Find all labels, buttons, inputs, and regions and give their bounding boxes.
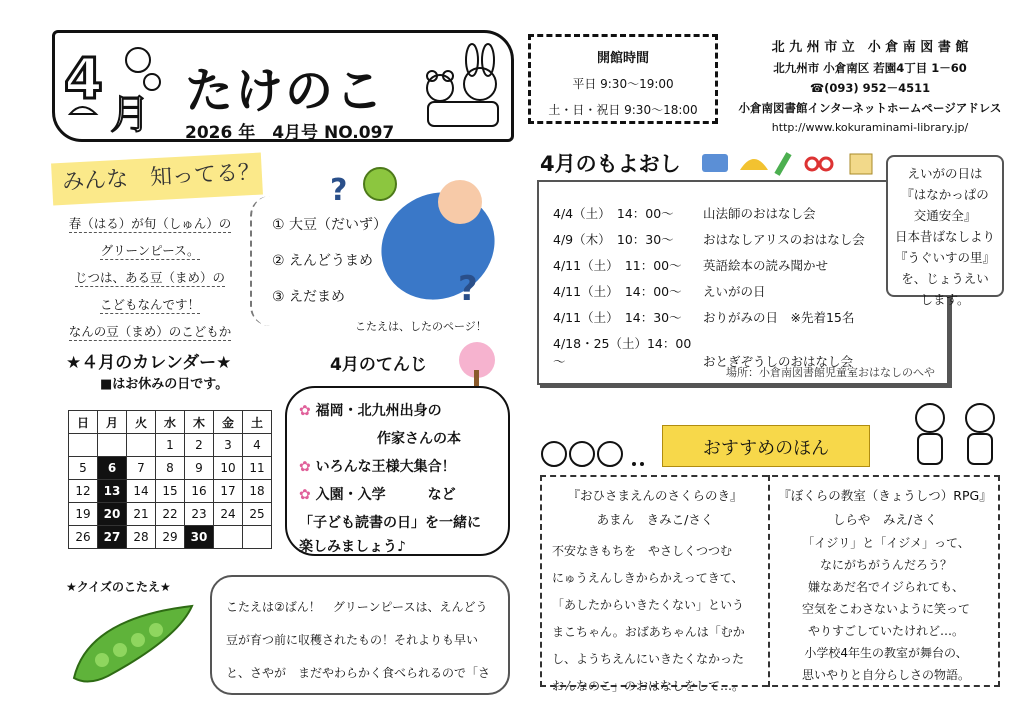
quiz-answer-title: ★クイズのこたえ★	[66, 580, 171, 594]
event-row	[553, 204, 816, 222]
event-date: 4/18・25（土）14：00～	[553, 336, 692, 369]
opening-hours-box	[528, 34, 718, 124]
calendar-day: 15	[156, 480, 185, 503]
book2-line: 「イジリ」と「イジメ」って、	[802, 536, 970, 550]
library-phone: ☎(093) 952－4511	[809, 81, 931, 95]
calendar-day: 20	[98, 503, 127, 526]
flower-icon: ✿	[299, 403, 311, 419]
calendar-note: ■はお休みの日です。	[100, 377, 229, 392]
event-name: おとぎぞうしのおはなし会	[703, 354, 854, 369]
movie-note-line: 『はなかっぱの	[901, 187, 989, 202]
calendar-day: 8	[156, 457, 185, 480]
calendar-day: 3	[214, 434, 243, 457]
calendar-day: 23	[185, 503, 214, 526]
calendar-day	[98, 434, 127, 457]
flower-icon: ✿	[299, 459, 311, 475]
library-name: 北 九 州 市 立 小 倉 南 図 書 館	[771, 40, 969, 55]
tenji-line: 作家さんの本	[377, 431, 461, 447]
event-place: 場所：小倉南図書館児童室おはなしのへや	[726, 366, 935, 379]
pea-pod-icon	[68, 598, 198, 688]
calendar-day: 14	[127, 480, 156, 503]
rabbit-illustration	[410, 40, 510, 130]
movie-note-line: 『うぐいすの里』	[894, 250, 995, 265]
calendar-weekday: 水	[156, 411, 185, 434]
book2-line: 空気をこわさないように笑って	[801, 602, 970, 616]
event-row	[553, 282, 766, 300]
calendar-day: 2	[185, 434, 214, 457]
library-info	[730, 38, 1010, 138]
hours-weekend: 土・日・祝日 9:30～18:00	[548, 103, 698, 117]
calendar-weekday: 火	[127, 411, 156, 434]
book2-line: 嫌なあだ名でイジられても、	[807, 580, 964, 594]
calendar-day: 11	[243, 457, 272, 480]
calendar-weekday: 金	[214, 411, 243, 434]
hours-title: 開館時間	[596, 51, 649, 66]
book1-line: し、ようちえんにいきたくなかった	[552, 652, 745, 666]
book1-title: 『おひさまえんのさくらのき』	[567, 488, 743, 503]
event-row	[553, 230, 865, 248]
calendar-table	[68, 410, 272, 549]
calendar-day: 27	[98, 526, 127, 549]
movie-note-line: えいがの日は	[907, 166, 983, 181]
event-name: おりがみの日 ※先着15名	[703, 310, 855, 325]
calendar-day: 16	[185, 480, 214, 503]
hours-weekday: 平日 9:30～19:00	[572, 77, 674, 91]
flower-icon: ✿	[299, 487, 311, 503]
quiz-line: なんの豆（まめ）のこどもか	[68, 324, 232, 339]
calendar-day: 25	[243, 503, 272, 526]
calendar-day	[127, 434, 156, 457]
newsletter-title: たけのこ	[185, 63, 386, 119]
tenji-line: 入園・入学 など	[315, 487, 456, 503]
recommend-divider	[768, 475, 770, 687]
book1-description	[552, 538, 764, 700]
quiz-option-1: ① 大豆（だいず）	[272, 217, 388, 233]
recommend-title: おすすめのほん	[702, 438, 830, 459]
event-name: 英語絵本の読み聞かせ	[703, 258, 829, 273]
book1-line: 不安なきもちを やさしくつつむ	[552, 544, 733, 558]
quiz-line: こどもなんです！	[99, 297, 200, 312]
month-mark-graphic	[60, 36, 170, 136]
stationery-icons	[700, 146, 880, 178]
tenji-line: 「子ども読書の日」を一緒に	[299, 515, 481, 531]
event-name: えいがの日	[703, 284, 766, 299]
event-date: 4/11（土） 11：00～	[553, 258, 682, 273]
calendar-day: 18	[243, 480, 272, 503]
calendar-day: 19	[69, 503, 98, 526]
quiz-option-2: ② えんどうまめ	[272, 253, 374, 269]
answer-note: こたえは、したのページ！	[355, 320, 487, 333]
calendar-weekday: 土	[243, 411, 272, 434]
book1-line: にゅうえんしきからかえってきて、	[552, 571, 744, 585]
book2-line: 思いやりと自分らしさの物語。	[801, 668, 970, 682]
book1-author: あまん きみこ/さく	[596, 512, 714, 527]
chicks-illustration	[540, 430, 650, 470]
movie-note-line: 日本昔ばなしより	[894, 229, 995, 244]
baby-pea-illustration	[330, 160, 500, 310]
students-illustration	[900, 398, 1010, 474]
quiz-title: みんな 知ってる？	[61, 159, 261, 196]
cherry-tree-icon	[452, 340, 502, 390]
events-title: 4月のもよおし	[540, 152, 681, 176]
tenji-line: 楽しみましょう♪	[299, 539, 406, 555]
calendar-day	[69, 434, 98, 457]
event-row	[553, 256, 828, 274]
quiz-line: グリーンピース。	[100, 243, 200, 258]
book1-line: まこちゃん。おばあちゃんは「むか	[552, 625, 745, 639]
library-hp-label: 小倉南図書館インターネットホームページアドレス	[738, 101, 1002, 115]
calendar-day: 26	[69, 526, 98, 549]
event-name: おはなしアリスのおはなし会	[703, 232, 865, 247]
svg-text:?: ?	[458, 269, 478, 309]
calendar-day: 21	[127, 503, 156, 526]
calendar-day: 4	[243, 434, 272, 457]
calendar-day: 1	[156, 434, 185, 457]
event-row	[553, 308, 854, 326]
calendar-day: 9	[185, 457, 214, 480]
quiz-answer-box: こたえは②ばん！ グリーンピースは、えんどう豆が育つ前に収穫されたもの！それよりも早いと、さやが まだやわらかく食べられるので「さ	[210, 575, 510, 695]
quiz-line: じつは、ある豆（まめ）の	[74, 270, 225, 285]
tenji-title: 4月のてんじ	[330, 355, 427, 375]
movie-note-line: 交通安全』	[913, 208, 977, 223]
calendar-weekday: 日	[69, 411, 98, 434]
calendar-day: 7	[127, 457, 156, 480]
book2-description	[776, 532, 996, 686]
tenji-line: いろんな王様大集合！	[315, 459, 456, 475]
book1-line: おんなのこ」のおはなしをして…。	[552, 679, 745, 693]
event-name: 山法師のおはなし会	[703, 206, 816, 221]
tenji-line: 福岡・北九州出身の	[315, 403, 442, 419]
event-date: 4/11（土） 14：30～	[553, 310, 682, 325]
book2-title: 『ぼくらの教室（きょうしつ）RPG』	[778, 488, 992, 503]
calendar-title: ★４月のカレンダー★	[66, 353, 232, 373]
svg-text:?: ?	[330, 173, 348, 208]
library-address: 北九州市 小倉南区 若園4丁目 1－60	[773, 61, 967, 75]
book1-line: 「あしたからいきたくない」という	[552, 598, 745, 612]
calendar-day: 6	[98, 457, 127, 480]
calendar-day: 30	[185, 526, 214, 549]
calendar-day: 12	[69, 480, 98, 503]
calendar-day: 13	[98, 480, 127, 503]
quiz-option-3: ③ えだまめ	[272, 289, 346, 305]
calendar-day: 28	[127, 526, 156, 549]
quiz-line: 春（はる）が旬（しゅん）の	[68, 216, 232, 231]
issue-number: 2026 年 4月号 NO.097	[185, 123, 395, 143]
calendar-day: 29	[156, 526, 185, 549]
book2-line: 小学校4年生の教室が舞台の、	[804, 646, 968, 660]
event-date: 4/9（木） 10：30～	[553, 232, 674, 247]
calendar-weekday: 木	[185, 411, 214, 434]
book2-line: なにがちがうんだろう？	[819, 558, 952, 572]
calendar-day: 24	[214, 503, 243, 526]
svg-text:4: 4	[64, 47, 103, 112]
library-url[interactable]: http://www.kokuraminami-library.jp/	[771, 121, 969, 134]
book2-line: やりすごしていたけれど…。	[807, 624, 964, 638]
tenji-box	[285, 386, 510, 556]
movie-note	[886, 155, 1004, 307]
calendar-day: 22	[156, 503, 185, 526]
book2-author: しらや みえ/さく	[832, 512, 938, 527]
calendar-day	[214, 526, 243, 549]
quiz-question	[60, 210, 240, 345]
movie-note-line: します。	[920, 292, 970, 307]
calendar-day	[243, 526, 272, 549]
event-date: 4/11（土） 14：00～	[553, 284, 682, 299]
svg-text:月: 月	[110, 92, 150, 136]
calendar-weekday: 月	[98, 411, 127, 434]
calendar-day: 17	[214, 480, 243, 503]
calendar-day: 10	[214, 457, 243, 480]
calendar-day: 5	[69, 457, 98, 480]
movie-note-line: を、じょうえい	[901, 271, 989, 286]
event-date: 4/4（土） 14：00～	[553, 206, 674, 221]
